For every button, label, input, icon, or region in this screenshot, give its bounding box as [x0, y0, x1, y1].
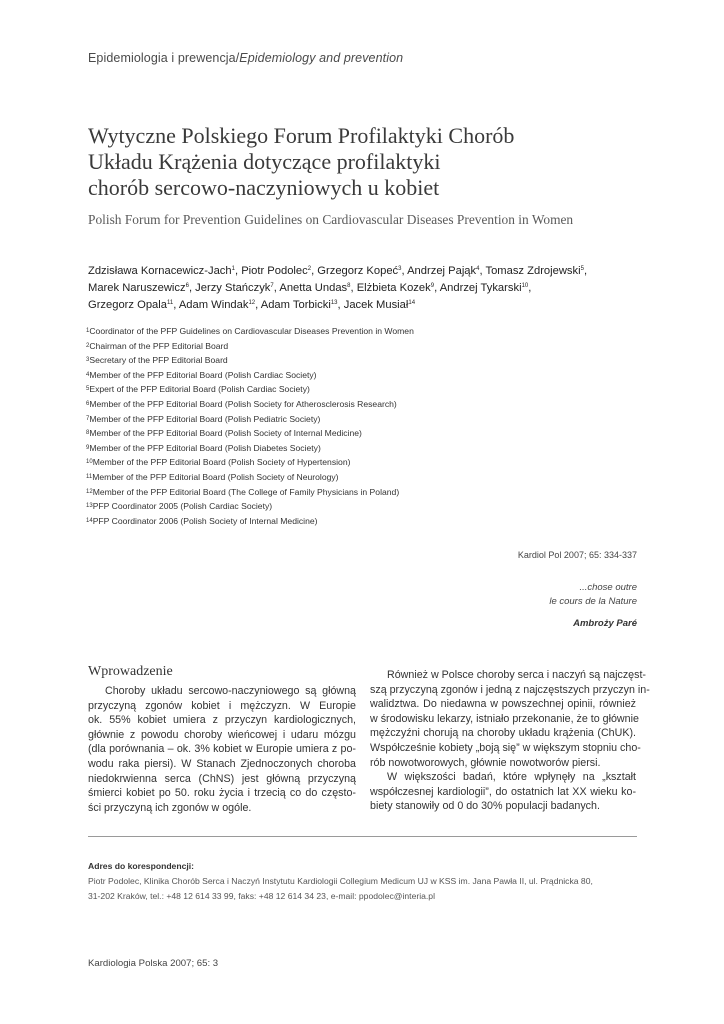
author-name: Piotr Podolec — [241, 265, 308, 277]
body-text-line: ok. 55% kobiet umiera z przyczyn kardiologicznych, — [88, 714, 356, 727]
author-affiliation-mark: 2 — [307, 266, 312, 272]
author-name: Elżbieta Kozek — [356, 282, 431, 294]
affiliation-text: Member of the PFP Editorial Board (Polish Diabetes Society) — [89, 442, 321, 453]
affiliation-text: Member of the PFP Editorial Board (Polish Society of Neurology) — [92, 471, 339, 482]
affiliation-item — [86, 426, 626, 441]
body-text-line: śmierci kobiet po 50. roku życia i trzecią co do często- — [88, 787, 356, 800]
author-affiliation-mark: 1 — [231, 266, 235, 272]
author-line: Grzegorz Opala$^{11}$, Adam Windak$^{12}$, Adam Torbicki$^{13}$, Jacek Musiał$^{14}$ — [88, 299, 416, 311]
section-label — [88, 51, 403, 65]
affiliation-number: 4 — [86, 371, 90, 378]
correspondence-address: Piotr Podolec, Klinika Chorób Serca i Naczyń Instytutu Kardiologii Collegium Medicum UJ w KSS im. Jana Pawła II, ul. Prądnicka 80, — [88, 876, 593, 886]
affiliation-item — [86, 324, 626, 339]
affiliation-text: Member of the PFP Editorial Board (Polish Cardiac Society) — [89, 369, 317, 380]
author-affiliation-mark: 12 — [248, 300, 256, 306]
epigraph-line: le cours de la Nature — [549, 595, 637, 607]
epigraph — [549, 581, 637, 608]
journal-citation: Kardiol Pol 2007; 65: 334-337 — [517, 550, 637, 560]
affiliation-number: 9 — [86, 444, 90, 451]
epigraph-author: Ambroży Paré — [573, 618, 637, 629]
article-subtitle: Polish Forum for Prevention Guidelines on Cardiovascular Diseases Prevention in Women — [88, 212, 574, 227]
correspondence-contact: 31-202 Kraków, tel.: +48 12 614 33 99, faks: +48 12 614 34 23, e-mail: ppodolec@interia.pl — [88, 891, 435, 901]
body-text-line: Choroby układu sercowo-naczyniowego są główną — [105, 685, 356, 697]
author-affiliation-mark: 8 — [347, 283, 351, 289]
affiliation-text: Expert of the PFP Editorial Board (Polish Cardiac Society) — [89, 384, 310, 395]
affiliation-number: 12 — [86, 488, 93, 495]
affiliation-item — [86, 397, 626, 412]
body-text-line: przyczyną zgonów kobiet i mężczyzn. W Europie — [88, 699, 356, 712]
affiliation-text: Member of the PFP Editorial Board (The College of Family Physicians in Poland) — [92, 486, 400, 497]
body-column-right — [370, 668, 650, 814]
affiliation-item — [86, 514, 626, 529]
body-text-line: Współcześnie kobiety „boją się” w większym stopniu cho- — [370, 741, 641, 754]
divider — [88, 836, 637, 837]
affiliation-item — [86, 353, 626, 368]
body-text-line: wodu raka piersi). W Stanach Zjednoczonych choroba — [88, 757, 356, 770]
affiliation-list — [86, 324, 626, 528]
affiliation-text: Member of the PFP Editorial Board (Polish Pediatric Society) — [89, 413, 321, 424]
body-text-line: mężczyźni chorują na choroby układu krążenia (ChUK). — [370, 727, 636, 740]
author-affiliation-mark: 5 — [580, 266, 584, 272]
correspondence-title: Adres do korespondencji: — [88, 861, 195, 871]
affiliation-text: Member of the PFP Editorial Board (Polish Society for Atherosclerosis Research) — [89, 398, 397, 409]
author-affiliation-mark: 7 — [270, 283, 274, 289]
body-text-line: szą przyczyną zgonów i jedną z najczęstszych przyczyn in- — [370, 683, 650, 696]
section-label-en: Epidemiology and prevention — [239, 51, 404, 65]
section-heading: Wprowadzenie — [88, 664, 173, 679]
affiliation-text: PFP Coordinator 2006 (Polish Society of Internal Medicine) — [92, 515, 318, 526]
author-name: Andrzej Tykarski — [439, 282, 522, 294]
author-name: Adam Windak — [178, 299, 249, 311]
author-affiliation-mark: 4 — [476, 266, 480, 272]
body-text-line: niedokrwienna serca (ChNS) jest główną przyczyną — [88, 772, 356, 785]
author-name: Adam Torbicki — [260, 299, 331, 311]
article-title — [88, 123, 648, 201]
affiliation-item — [86, 368, 626, 383]
author-affiliation-mark: 10 — [521, 283, 529, 289]
author-name: Marek Naruszewicz — [88, 282, 186, 294]
affiliation-number: 8 — [86, 430, 90, 437]
page-footer: Kardiologia Polska 2007; 65: 3 — [88, 958, 219, 969]
affiliation-text: Member of the PFP Editorial Board (Polish Society of Internal Medicine) — [89, 428, 362, 439]
affiliation-item — [86, 441, 626, 456]
body-text-line: głównie z powodu choroby wieńcowej i udaru mózgu — [88, 728, 356, 741]
affiliation-number: 2 — [86, 342, 90, 349]
body-text-line: Również w Polsce choroby serca i naczyń są najczęst- — [387, 669, 646, 681]
author-name: Tomasz Zdrojewski — [485, 265, 581, 277]
body-text-line: w środowisku lekarzy, istniało przekonanie, że to głównie — [370, 712, 639, 725]
author-name: Grzegorz Kopeć — [317, 265, 399, 277]
body-text-line: (dla porównania – ok. 3% kobiet w Europie umiera z po- — [88, 743, 356, 756]
author-name: Andrzej Pająk — [407, 265, 477, 277]
author-affiliation-mark: 11 — [166, 300, 174, 306]
affiliation-item — [86, 339, 626, 354]
affiliation-item — [86, 412, 626, 427]
author-affiliation-mark: 13 — [330, 300, 338, 306]
affiliation-number: 13 — [86, 503, 93, 510]
affiliation-text: Coordinator of the PFP Guidelines on Cardiovascular Diseases Prevention in Women — [89, 326, 414, 336]
section-label-pl: Epidemiologia i prewencja/ — [88, 51, 240, 65]
author-name: Jacek Musiał — [343, 299, 409, 311]
body-text-line: W większości badań, które wpłynęły na „kształt — [387, 771, 636, 784]
body-text-line: rób nowotworowych, głównie nowotworów piersi. — [370, 756, 601, 769]
author-name: Zdzisława Kornacewicz-Jach — [88, 265, 232, 277]
body-column-left — [88, 684, 356, 815]
affiliation-number: 3 — [86, 357, 90, 364]
affiliation-number: 5 — [86, 386, 90, 393]
affiliation-number: 6 — [86, 400, 90, 407]
affiliation-item — [86, 470, 626, 485]
author-affiliation-mark: 3 — [398, 266, 402, 272]
affiliation-number: 1 — [86, 328, 90, 334]
author-affiliation-mark: 14 — [408, 300, 416, 306]
author-affiliation-mark: 9 — [430, 283, 435, 289]
body-text-line: ści przyczyną ich zgonów w ogóle. — [88, 801, 252, 814]
body-text-line: walidztwa. Do niedawna w powszechnej opinii, również — [370, 698, 636, 711]
affiliation-number: 7 — [86, 415, 90, 422]
author-list — [88, 263, 648, 314]
body-text-line: współczesnej kardiologii”, do ostatnich lat XX wieku ko- — [370, 785, 636, 798]
title-line: Układu Krążenia dotyczące profilaktyki — [88, 149, 441, 174]
affiliation-text: Secretary of the PFP Editorial Board — [89, 355, 228, 366]
author-line: Marek Naruszewicz$^6$, Jerzy Stańczyk$^7$, Anetta Undas$^8$, Elżbieta Kozek$^9$, Andrzej Tykarski$^{10}$, — [88, 282, 532, 294]
author-name: Jerzy Stańczyk — [195, 282, 271, 294]
affiliation-text: Member of the PFP Editorial Board (Polish Society of Hypertension) — [92, 457, 351, 468]
affiliation-number: 10 — [86, 459, 93, 466]
title-line: chorób sercowo-naczyniowych u kobiet — [88, 175, 440, 200]
affiliation-text: Chairman of the PFP Editorial Board — [89, 340, 229, 351]
author-name: Grzegorz Opala — [88, 299, 167, 311]
author-name: Anetta Undas — [279, 282, 348, 294]
affiliation-number: 14 — [86, 517, 93, 524]
affiliation-number: 11 — [86, 473, 93, 480]
affiliation-item — [86, 485, 626, 500]
affiliation-item — [86, 499, 626, 514]
epigraph-line: ...chose outre — [579, 582, 637, 593]
affiliation-item — [86, 455, 626, 470]
affiliation-item — [86, 382, 626, 397]
author-affiliation-mark: 6 — [185, 283, 189, 289]
title-line: Wytyczne Polskiego Forum Profilaktyki Chorób — [88, 123, 515, 148]
body-text-line: biety stanowiły od 0 do 30% populacji badanych. — [370, 800, 600, 813]
affiliation-text: PFP Coordinator 2005 (Polish Cardiac Society) — [92, 501, 273, 512]
author-line: Zdzisława Kornacewicz-Jach$^1$, Piotr Podolec$^2$, Grzegorz Kopeć$^3$, Andrzej Pająk$^4$, Tomasz Zdrojewski$^5$, — [88, 265, 588, 277]
